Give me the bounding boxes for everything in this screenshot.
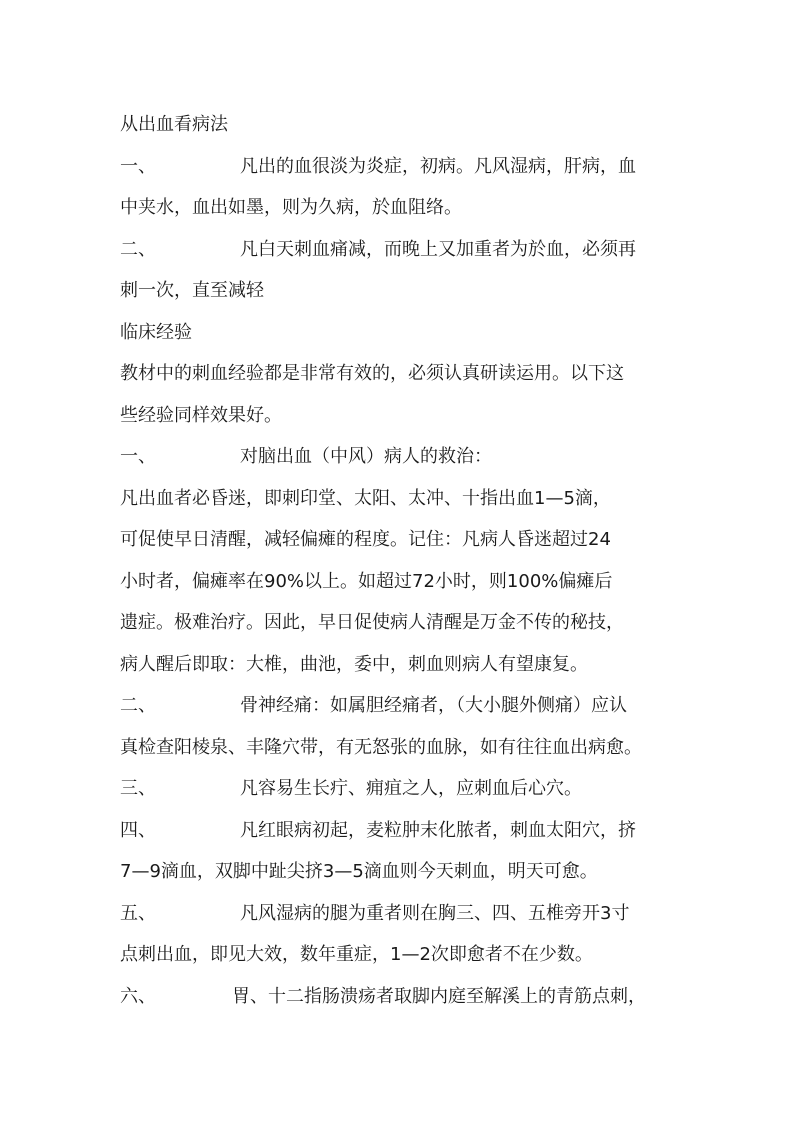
- clinical-item-1-line-4: 小时者，偏瘫率在90%以上。如超过72小时，则100%偏瘫后: [120, 570, 613, 592]
- item-text: 凡风湿病的腿为重者则在胸三、四、五椎旁开3寸: [240, 902, 630, 924]
- item-number: 四、: [120, 819, 156, 841]
- list-item-1-line-1: [120, 146, 676, 188]
- item-number: 五、: [120, 902, 156, 924]
- item-text: 凡白天刺血痛减，而晚上又加重者为於血，必须再: [240, 238, 636, 260]
- section-title-bleeding-diagnosis: 从出血看病法: [120, 114, 228, 135]
- clinical-item-1-line-5: 遗症。极难治疗。因此，早日促使病人清醒是万金不传的秘技，: [120, 612, 624, 633]
- item-text: 对脑出血（中风）病人的救治：: [240, 446, 492, 467]
- clinical-item-5-line-1: [120, 893, 676, 935]
- intro-paragraph-line-1: 教材中的刺血经验都是非常有效的，必须认真研读运用。以下这: [120, 363, 624, 384]
- clinical-item-1-line-1: [120, 436, 676, 478]
- item-number: 六、: [120, 985, 156, 1007]
- intro-paragraph-line-2: 些经验同样效果好。: [120, 404, 282, 426]
- clinical-item-1-line-3: 可促使早日清醒，减轻偏瘫的程度。记住：凡病人昏迷超过24: [120, 529, 611, 550]
- item-number: 三、: [120, 778, 156, 799]
- clinical-item-2-line-1: [120, 685, 676, 727]
- item-number: 二、: [120, 238, 156, 260]
- item-number: 二、: [120, 695, 156, 716]
- item-text: 胃、十二指肠溃疡者取脚内庭至解溪上的青筋点刺，: [232, 985, 646, 1007]
- item-text: 凡出的血很淡为炎症，初病。凡风湿病，肝病，血: [240, 155, 636, 177]
- item-number: 一、: [120, 155, 156, 177]
- item-text: 凡红眼病初起，麦粒肿末化脓者，刺血太阳穴，挤: [240, 819, 636, 841]
- clinical-item-1-line-2: 凡出血者必昏迷，即刺印堂、太阳、太冲、十指出血1—5滴，: [120, 487, 611, 509]
- item-number: 一、: [120, 446, 156, 467]
- clinical-item-1-line-6: 病人醒后即取：大椎，曲池，委中，刺血则病人有望康复。: [120, 653, 588, 675]
- clinical-item-4-line-1: [120, 810, 676, 852]
- list-item-2-line-1: [120, 229, 676, 271]
- document-page: [120, 104, 676, 1017]
- clinical-item-4-line-2: 7—9滴血，双脚中趾尖挤3—5滴血则今天刺血，明天可愈。: [120, 861, 598, 882]
- item-text: 凡容易生长疔、痈疽之人，应刺血后心穴。: [240, 778, 582, 799]
- clinical-item-3-line-1: [120, 768, 676, 810]
- clinical-item-5-line-2: 点刺出血，即见大效，数年重症，1—2次即愈者不在少数。: [120, 944, 593, 965]
- item-text: 骨神经痛：如属胆经痛者，（大小腿外侧痛）应认: [240, 695, 627, 716]
- clinical-item-6-line-1: [120, 976, 676, 1018]
- clinical-item-2-line-2: 真检查阳棱泉、丰隆穴带，有无怒张的血脉，如有往往血出病愈。: [120, 736, 642, 758]
- list-item-2-line-2: 刺一次，直至减轻: [120, 280, 264, 301]
- list-item-1-line-2: 中夹水，血出如墨，则为久病，於血阻络。: [120, 197, 462, 218]
- section-title-clinical-experience: 临床经验: [120, 321, 192, 343]
